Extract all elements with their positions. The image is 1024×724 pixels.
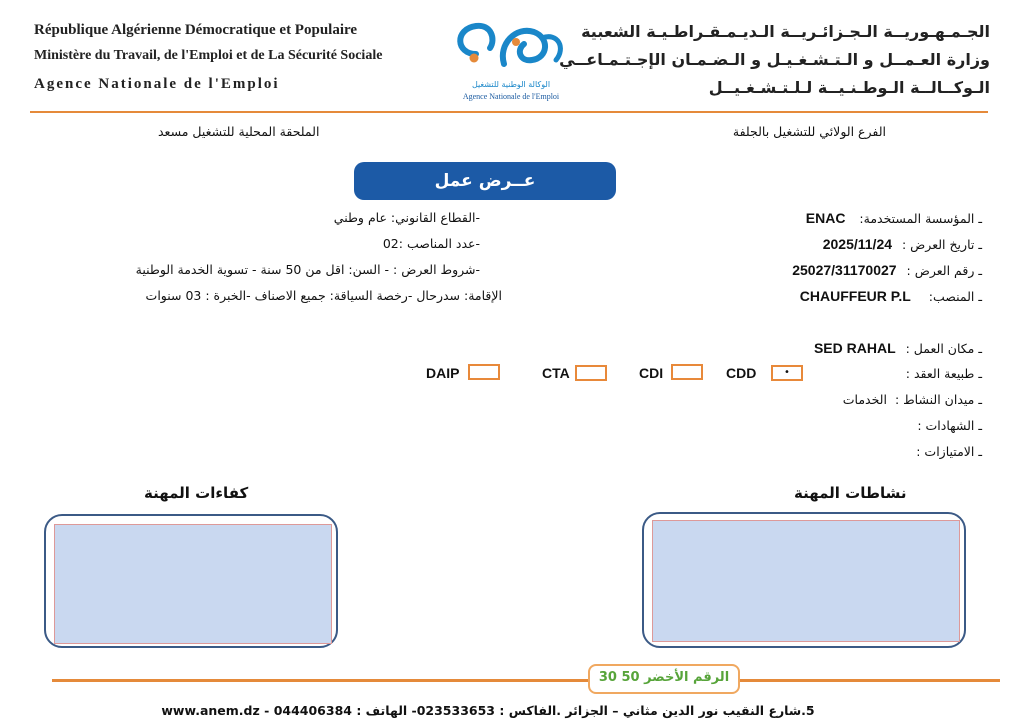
contract-cdd-checkbox[interactable]: • [771, 365, 803, 381]
offer-number-label: ـ رقم العرض : [906, 263, 982, 278]
offer-number-value: 25027/31170027 [792, 262, 897, 278]
footer-rule-right [738, 679, 1000, 682]
residence-license-experience: الإقامة: سدرحال -رخصة السياقة: جميع الاصناف -الخبرة : 03 سنوات [145, 288, 502, 303]
header-ar-line2: وزارة العـمــل و الـتـشـغـيـل و الـضـمـان الإجـتـمـاعــي [559, 50, 990, 69]
skills-panel [44, 514, 338, 648]
footer-address: 5.شارع النقيب نور الدين مثاني – الجزائر .الفاكس : 023533653- الهاتف : 044406384 - www.anem.dz [161, 703, 815, 718]
activity-label: ـ ميدان النشاط : [894, 392, 982, 407]
footer-rule-left [52, 679, 588, 682]
certificates-label: ـ الشهادات : [917, 418, 982, 433]
contract-cta-checkbox[interactable] [575, 365, 607, 381]
contract-daip-checkbox[interactable] [468, 364, 500, 380]
date-label: ـ تاريخ العرض : [902, 237, 982, 252]
workplace-label: ـ مكان العمل : [905, 341, 982, 356]
green-number: الرقم الأخضر 50 30 [598, 670, 730, 685]
activity-value: الخدمات [842, 392, 887, 407]
workplace-value: SED RAHAL [813, 340, 896, 356]
header-fr-line3: Agence Nationale de l'Emploi [34, 76, 280, 92]
page-title: عــرض عمل [354, 162, 616, 200]
skills-title: كفاءات المهنة [144, 484, 249, 502]
activities-content[interactable] [652, 520, 960, 642]
header-ar-line3: الـوكــالــة الـوطـنـيــة لـلـتـشـغـيــل [708, 78, 990, 97]
legal-sector: -القطاع القانوني: عام وطني [333, 210, 480, 225]
header-fr-line2: Ministère du Travail, de l'Emploi et de La Sécurité Sociale [34, 48, 383, 63]
skills-content[interactable] [54, 524, 332, 644]
offer-number-field [792, 262, 982, 278]
date-field [823, 236, 982, 252]
employer-value: ENAC [805, 210, 846, 226]
offer-conditions: -شروط العرض : - السن: اقل من 50 سنة - تسوية الخدمة الوطنية [135, 262, 480, 277]
positions-count: -عدد المناصب :02 [382, 236, 480, 251]
activities-panel [642, 512, 966, 648]
activities-title: نشاطات المهنة [794, 484, 907, 502]
header-ar-line1: الجـمـهـوريــة الـجـزائـريــة الـديـمـقـراطـيـة الشعبية [581, 22, 990, 41]
anem-logo-icon [446, 14, 576, 84]
activity-field [843, 392, 982, 407]
annex-label: الملحقة المحلية للتشغيل مسعد [158, 124, 320, 139]
logo-ar-text: الوكالة الوطنية للتشغيل [471, 80, 551, 89]
contract-daip-label: DAIP [426, 365, 460, 381]
contract-cdi-checkbox[interactable] [671, 364, 703, 380]
header-fr-line1: République Algérienne Démocratique et Populaire [34, 22, 358, 38]
benefits-label: ـ الامتيازات : [916, 444, 982, 459]
contract-label: ـ طبيعة العقد : [905, 366, 982, 381]
contract-cta-label: CTA [542, 365, 570, 381]
anem-logo [446, 14, 576, 106]
green-number-badge [588, 664, 740, 694]
employer-label: ـ المؤسسة المستخدمة: [859, 211, 982, 226]
position-field [800, 288, 982, 304]
contract-cdd-label: CDD [726, 365, 757, 381]
position-value: CHAUFFEUR P.L [799, 288, 911, 304]
contract-cdi-label: CDI [639, 365, 664, 381]
branch-label: الفرع الولائي للتشغيل بالجلفة [732, 124, 886, 139]
header-divider [30, 111, 988, 113]
logo-fr-text: Agence Nationale de l'Emploi [462, 92, 560, 101]
date-value: 2025/11/24 [822, 236, 893, 252]
employer-field [806, 210, 982, 226]
workplace-field [814, 340, 982, 356]
position-label: ـ المنصب: [928, 289, 982, 304]
